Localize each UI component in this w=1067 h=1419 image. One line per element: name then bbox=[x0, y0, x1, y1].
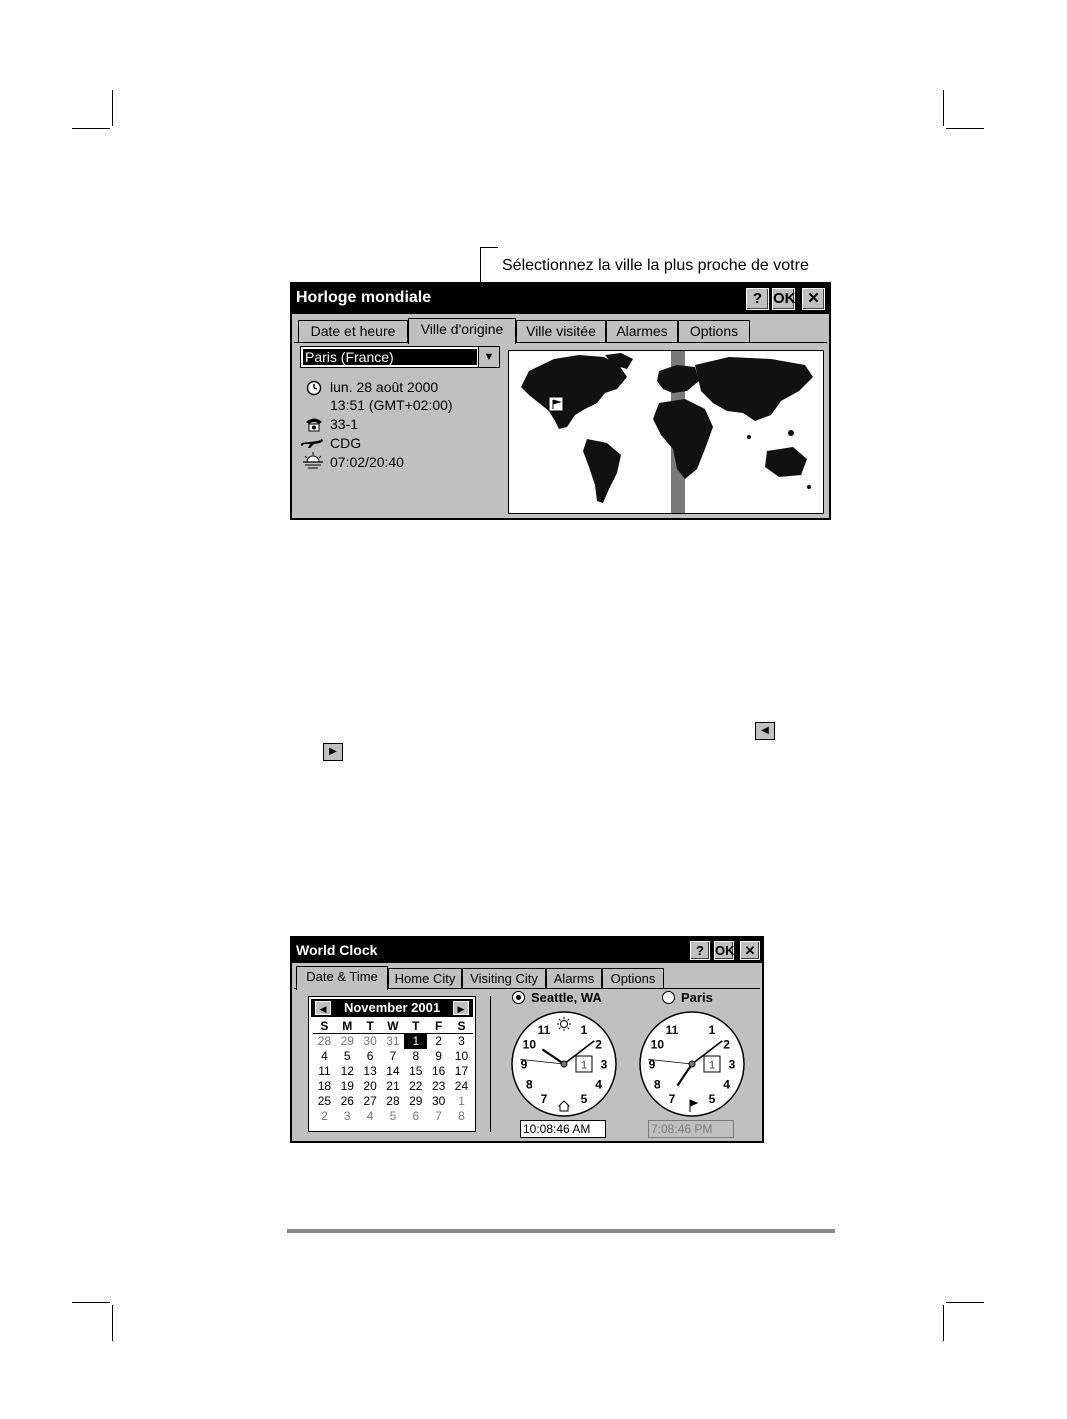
calendar-day[interactable]: 5 bbox=[389, 1109, 397, 1123]
weekday-label: S bbox=[313, 1019, 336, 1034]
calendar-day[interactable]: 28 bbox=[317, 1034, 332, 1048]
calendar-day[interactable]: 20 bbox=[363, 1079, 377, 1093]
clock-center bbox=[561, 1061, 567, 1067]
clock-numeral: 3 bbox=[600, 1057, 608, 1072]
calendar-day[interactable]: 26 bbox=[340, 1094, 354, 1108]
clock-numeral: 11 bbox=[665, 1022, 679, 1037]
calendar-day[interactable]: 2 bbox=[321, 1109, 328, 1123]
calendar bbox=[308, 996, 476, 1132]
calendar-day[interactable]: 27 bbox=[363, 1094, 377, 1108]
calendar-day[interactable]: 5 bbox=[343, 1049, 351, 1063]
title-bar bbox=[292, 284, 829, 314]
crop-mark-tr-h bbox=[946, 128, 984, 129]
weekday-label: F bbox=[427, 1019, 450, 1034]
world-map-graphic bbox=[509, 351, 823, 513]
home-city-value: Paris (France) bbox=[303, 349, 477, 365]
calendar-month: November 2001 bbox=[343, 1000, 441, 1015]
clock-numeral: 3 bbox=[728, 1057, 736, 1072]
window-title: World Clock bbox=[296, 942, 378, 958]
panel-divider bbox=[490, 996, 491, 1132]
weekday-label: M bbox=[336, 1019, 359, 1034]
calendar-grid bbox=[313, 1019, 473, 1124]
visiting-clock-face bbox=[636, 1008, 748, 1120]
help-button[interactable]: ? bbox=[746, 288, 769, 310]
calendar-day[interactable]: 6 bbox=[412, 1109, 420, 1123]
calendar-week bbox=[313, 1094, 473, 1109]
date-box-value: 1 bbox=[708, 1059, 716, 1072]
tab-home-city[interactable]: Home City bbox=[388, 968, 462, 988]
crop-mark-tl-h bbox=[72, 128, 110, 129]
phone-code: 33-1 bbox=[330, 416, 359, 432]
calendar-day[interactable]: 7 bbox=[389, 1049, 397, 1063]
clock-numeral: 8 bbox=[526, 1077, 533, 1092]
next-month-button[interactable]: ▶ bbox=[453, 1001, 469, 1015]
calendar-day[interactable]: 24 bbox=[454, 1079, 469, 1093]
clock-icon bbox=[306, 380, 322, 396]
calendar-day[interactable]: 11 bbox=[318, 1064, 331, 1078]
crop-mark-br-v bbox=[943, 1305, 944, 1341]
calendar-week bbox=[313, 1109, 473, 1124]
phone-icon bbox=[304, 416, 324, 432]
sunrise-icon bbox=[302, 452, 324, 470]
chevron-down-icon[interactable]: ▼ bbox=[478, 347, 499, 367]
clock-numeral: 10 bbox=[522, 1037, 537, 1052]
clock-numeral: 2 bbox=[723, 1037, 730, 1052]
calendar-week bbox=[313, 1049, 473, 1064]
close-button[interactable]: ✕ bbox=[802, 288, 825, 310]
footer-rule bbox=[287, 1229, 835, 1233]
help-button[interactable]: ? bbox=[690, 941, 710, 960]
crop-mark-tr-v bbox=[943, 90, 944, 126]
home-clock-face bbox=[508, 1008, 620, 1120]
clock-numeral: 10 bbox=[650, 1037, 665, 1052]
world-clock-window-en bbox=[290, 936, 764, 1143]
calendar-day[interactable]: 10 bbox=[454, 1049, 469, 1063]
tab-alarms[interactable]: Alarms bbox=[546, 968, 602, 988]
tab-ville-origine[interactable]: Ville d'origine bbox=[408, 318, 516, 344]
calendar-day[interactable]: 16 bbox=[431, 1064, 446, 1078]
crop-mark-br-h bbox=[946, 1302, 984, 1303]
tab-options[interactable]: Options bbox=[678, 320, 750, 342]
clock-numeral: 1 bbox=[580, 1022, 588, 1037]
visiting-city-radio[interactable] bbox=[662, 990, 713, 1005]
ok-button[interactable]: OK bbox=[772, 288, 795, 310]
tab-alarmes[interactable]: Alarmes bbox=[606, 320, 678, 342]
calendar-day[interactable]: 22 bbox=[409, 1079, 423, 1093]
close-button[interactable]: ✕ bbox=[740, 941, 760, 960]
clock-numeral: 8 bbox=[654, 1077, 661, 1092]
calendar-day[interactable]: 1 bbox=[458, 1094, 465, 1108]
ok-button[interactable]: OK bbox=[715, 943, 735, 958]
home-date: lun. 28 août 2000 bbox=[330, 379, 439, 395]
calendar-day[interactable]: 9 bbox=[435, 1049, 442, 1063]
crop-mark-tl-v bbox=[112, 90, 113, 126]
home-city-select[interactable] bbox=[300, 346, 500, 368]
calendar-day[interactable]: 17 bbox=[454, 1064, 469, 1078]
clock-center bbox=[689, 1061, 695, 1067]
tab-bar bbox=[292, 318, 829, 342]
calendar-day[interactable]: 8 bbox=[458, 1109, 465, 1123]
tab-bar bbox=[292, 966, 762, 988]
calendar-day[interactable]: 23 bbox=[431, 1079, 446, 1093]
calendar-day[interactable]: 28 bbox=[386, 1094, 400, 1108]
calendar-day[interactable]: 14 bbox=[386, 1064, 400, 1078]
airport-code: CDG bbox=[330, 435, 362, 451]
home-time: 13:51 (GMT+02:00) bbox=[330, 397, 453, 413]
clock-numeral: 1 bbox=[708, 1022, 716, 1037]
weekday-label: T bbox=[404, 1019, 427, 1034]
world-clock-window-fr bbox=[290, 282, 831, 520]
tab-options[interactable]: Options bbox=[602, 968, 664, 988]
clock-numeral: 9 bbox=[648, 1057, 656, 1072]
calendar-day[interactable]: 30 bbox=[431, 1094, 446, 1108]
home-time-field[interactable]: 10:08:46 AM bbox=[520, 1120, 606, 1138]
home-city-label: Seattle, WA bbox=[531, 990, 602, 1005]
calendar-week bbox=[313, 1034, 473, 1049]
calendar-week bbox=[313, 1079, 473, 1094]
nav-right-button[interactable]: ▶ bbox=[323, 743, 343, 761]
clock-numeral: 4 bbox=[595, 1077, 602, 1092]
calendar-day[interactable]: 8 bbox=[412, 1049, 420, 1063]
calendar-day[interactable]: 21 bbox=[386, 1079, 400, 1093]
visiting-city-label: Paris bbox=[681, 990, 713, 1005]
crop-mark-bl-h bbox=[72, 1302, 110, 1303]
calendar-day[interactable]: 18 bbox=[317, 1079, 332, 1093]
clock-numeral: 4 bbox=[723, 1077, 730, 1092]
callout-leader-horizontal bbox=[480, 247, 498, 248]
calendar-day[interactable]: 25 bbox=[317, 1094, 332, 1108]
weekday-label: S bbox=[450, 1019, 473, 1034]
calendar-day[interactable]: 29 bbox=[409, 1094, 423, 1108]
calendar-day[interactable]: 31 bbox=[386, 1034, 400, 1048]
calendar-day[interactable]: 1 bbox=[404, 1034, 427, 1049]
weekday-row bbox=[313, 1019, 473, 1034]
clock-numeral: 5 bbox=[708, 1092, 716, 1107]
weekday-label: W bbox=[382, 1019, 405, 1034]
home-city-radio[interactable] bbox=[512, 990, 602, 1005]
clock-numeral: 5 bbox=[580, 1092, 588, 1107]
clock-numeral: 2 bbox=[595, 1037, 602, 1052]
clock-numeral: 7 bbox=[540, 1092, 548, 1107]
tab-visiting-city[interactable]: Visiting City bbox=[462, 968, 546, 988]
calendar-day[interactable]: 4 bbox=[321, 1049, 328, 1063]
title-bar bbox=[292, 938, 762, 963]
radio-selected-icon bbox=[512, 991, 525, 1004]
clock-numeral: 9 bbox=[520, 1057, 528, 1072]
nav-left-button[interactable]: ◀ bbox=[755, 722, 775, 740]
calendar-day[interactable]: 2 bbox=[435, 1034, 442, 1048]
calendar-day[interactable]: 4 bbox=[366, 1109, 374, 1123]
calendar-day[interactable]: 3 bbox=[458, 1034, 465, 1048]
weekday-label: T bbox=[359, 1019, 382, 1034]
crop-mark-bl-v bbox=[112, 1305, 113, 1341]
calendar-day[interactable]: 15 bbox=[409, 1064, 423, 1078]
calendar-day[interactable]: 30 bbox=[363, 1034, 377, 1048]
calendar-day[interactable]: 12 bbox=[340, 1064, 354, 1078]
airplane-icon bbox=[300, 435, 324, 449]
tab-date-et-heure[interactable]: Date et heure bbox=[298, 320, 408, 342]
calendar-day[interactable]: 6 bbox=[366, 1049, 374, 1063]
tab-ville-visitee[interactable]: Ville visitée bbox=[516, 320, 606, 342]
calendar-day[interactable]: 19 bbox=[340, 1079, 354, 1093]
calendar-week bbox=[313, 1064, 473, 1079]
tab-date-time[interactable]: Date & Time bbox=[296, 966, 388, 990]
calendar-day[interactable]: 3 bbox=[343, 1109, 351, 1123]
clock-numeral: 11 bbox=[537, 1022, 551, 1037]
calendar-header bbox=[311, 999, 473, 1017]
calendar-day[interactable]: 7 bbox=[435, 1109, 442, 1123]
date-box-value: 1 bbox=[580, 1059, 588, 1072]
sun-icon bbox=[561, 1021, 568, 1028]
callout-line-1: Sélectionnez la ville la plus proche de votre bbox=[502, 257, 809, 274]
world-map[interactable] bbox=[508, 350, 824, 514]
sunrise-sunset: 07:02/20:40 bbox=[330, 454, 404, 470]
calendar-day[interactable]: 29 bbox=[340, 1034, 354, 1048]
calendar-day[interactable]: 13 bbox=[363, 1064, 377, 1078]
clock-numeral: 7 bbox=[668, 1092, 676, 1107]
window-title: Horloge mondiale bbox=[296, 289, 432, 306]
radio-unselected-icon bbox=[662, 991, 675, 1004]
prev-month-button[interactable]: ◀ bbox=[315, 1001, 331, 1015]
visiting-time-field[interactable]: 7:08:46 PM bbox=[648, 1120, 734, 1138]
